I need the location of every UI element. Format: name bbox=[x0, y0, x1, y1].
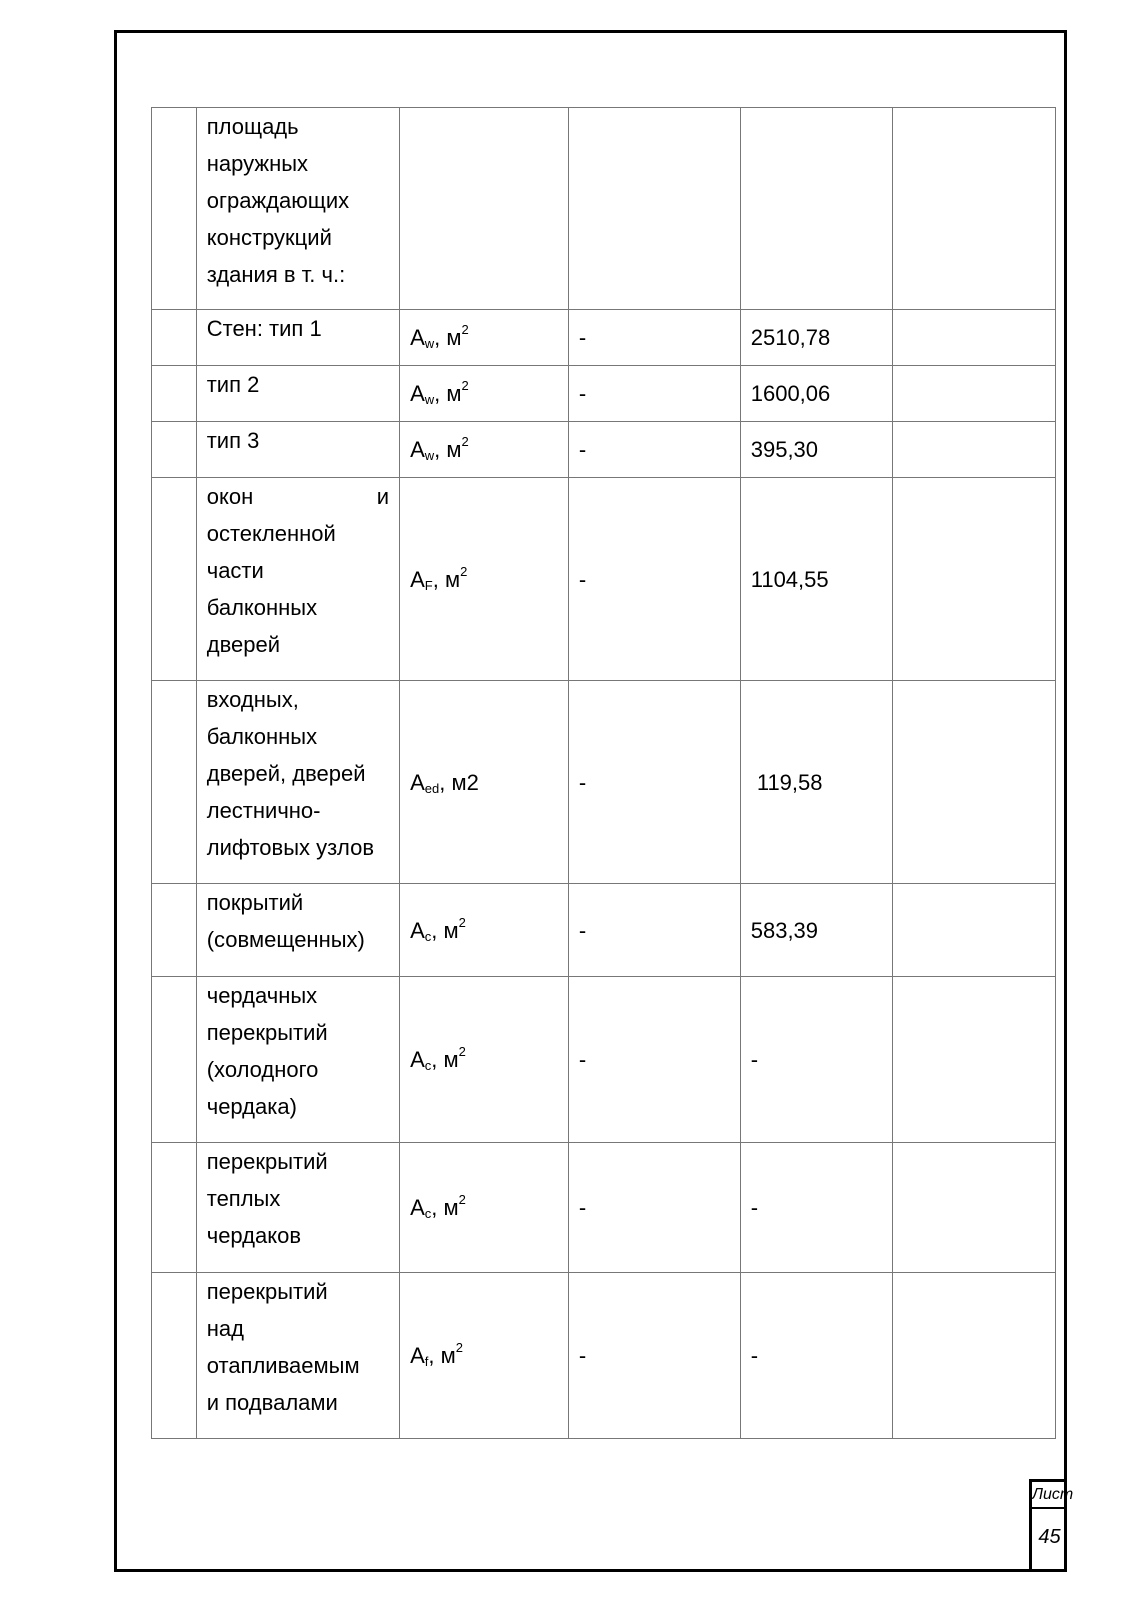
parameter-cell bbox=[196, 422, 399, 478]
symbol-letter: A bbox=[410, 1343, 425, 1368]
empty-cell bbox=[893, 310, 1056, 366]
symbol-letter: A bbox=[410, 1195, 425, 1220]
actual-value: - bbox=[750, 1343, 759, 1368]
index-cell bbox=[152, 977, 197, 1143]
parameter-line: ограждающих bbox=[206, 188, 350, 213]
parameter-line: Стен: тип 1 bbox=[206, 316, 322, 341]
parameter-line: лифтовых узлов bbox=[206, 835, 375, 860]
unit-text: , м bbox=[428, 1343, 456, 1368]
norm-cell bbox=[568, 422, 740, 478]
symbol-cell bbox=[400, 1143, 569, 1273]
index-cell bbox=[152, 478, 197, 681]
parameter-line: тип 3 bbox=[206, 428, 260, 453]
empty-cell bbox=[893, 1143, 1056, 1273]
unit-superscript: 2 bbox=[460, 563, 468, 579]
parameter-line: отапливаемым bbox=[206, 1353, 360, 1378]
parameter-cell bbox=[196, 681, 399, 884]
norm-value: - bbox=[578, 566, 587, 592]
value-cell bbox=[740, 884, 893, 977]
symbol-subscript: ed bbox=[424, 780, 440, 796]
symbol-letter: A bbox=[410, 381, 425, 406]
unit-superscript: 2 bbox=[458, 1044, 466, 1059]
parameter-line: площадь bbox=[206, 114, 299, 139]
symbol-subscript: f bbox=[424, 1354, 429, 1369]
symbol-subscript: c bbox=[424, 1058, 432, 1073]
empty-cell bbox=[893, 681, 1056, 884]
table-row bbox=[152, 884, 1056, 977]
unit-text: , м bbox=[431, 1195, 459, 1220]
empty-cell bbox=[893, 977, 1056, 1143]
actual-value: 1600,06 bbox=[750, 381, 831, 406]
norm-value: - bbox=[578, 917, 587, 943]
symbol-cell bbox=[400, 681, 569, 884]
actual-value: 395,30 bbox=[750, 437, 819, 462]
table-row bbox=[152, 366, 1056, 422]
value-cell bbox=[740, 422, 893, 478]
symbol-subscript: F bbox=[424, 577, 433, 593]
specification-table bbox=[151, 107, 1056, 1439]
unit-text: , м2 bbox=[439, 769, 479, 795]
empty-cell bbox=[893, 1273, 1056, 1439]
parameter-cell bbox=[196, 310, 399, 366]
norm-value: - bbox=[578, 769, 587, 795]
empty-cell bbox=[893, 478, 1056, 681]
symbol-letter: A bbox=[410, 566, 425, 592]
symbol-letter: A bbox=[410, 769, 425, 795]
parameter-line: окон и bbox=[206, 484, 390, 509]
empty-cell bbox=[893, 884, 1056, 977]
norm-cell bbox=[568, 366, 740, 422]
parameter-line: чердаков bbox=[206, 1223, 302, 1248]
unit-text: , м bbox=[432, 566, 461, 592]
table-row bbox=[152, 310, 1056, 366]
symbol-subscript: c bbox=[424, 928, 432, 944]
parameter-cell bbox=[196, 1273, 399, 1439]
parameter-line: чердака) bbox=[206, 1094, 297, 1119]
actual-value: - bbox=[750, 1195, 759, 1220]
index-cell bbox=[152, 884, 197, 977]
symbol-letter: A bbox=[410, 325, 425, 350]
parameter-line: над bbox=[206, 1316, 244, 1341]
symbol-subscript: w bbox=[424, 336, 435, 351]
parameter-line: остекленной bbox=[206, 521, 336, 546]
empty-cell bbox=[893, 366, 1056, 422]
norm-value: - bbox=[578, 381, 587, 406]
parameter-line: перекрытий bbox=[206, 1149, 328, 1174]
unit-text: , м bbox=[434, 325, 462, 350]
parameter-line: балконных bbox=[206, 724, 318, 749]
value-cell bbox=[740, 108, 893, 310]
index-cell bbox=[152, 108, 197, 310]
symbol-cell bbox=[400, 422, 569, 478]
value-cell bbox=[740, 310, 893, 366]
table-row bbox=[152, 681, 1056, 884]
symbol-letter: A bbox=[410, 1047, 425, 1072]
unit-superscript: 2 bbox=[458, 914, 466, 930]
parameter-line: балконных bbox=[206, 595, 318, 620]
value-cell bbox=[740, 366, 893, 422]
symbol-subscript: w bbox=[424, 448, 435, 463]
unit-text: , м bbox=[434, 437, 462, 462]
value-cell bbox=[740, 977, 893, 1143]
norm-cell bbox=[568, 884, 740, 977]
symbol-letter: A bbox=[410, 437, 425, 462]
norm-value: - bbox=[578, 437, 587, 462]
symbol-cell bbox=[400, 366, 569, 422]
parameter-line: перекрытий bbox=[206, 1020, 328, 1045]
norm-cell bbox=[568, 108, 740, 310]
parameter-line: здания в т. ч.: bbox=[206, 262, 346, 287]
actual-value: 119,58 bbox=[750, 769, 823, 795]
sheet-number: 45 bbox=[1038, 1526, 1061, 1548]
index-cell bbox=[152, 366, 197, 422]
value-cell bbox=[740, 681, 893, 884]
table-row bbox=[152, 977, 1056, 1143]
unit-superscript: 2 bbox=[455, 1340, 463, 1355]
norm-value: - bbox=[578, 1343, 587, 1368]
unit-text: , м bbox=[431, 917, 459, 943]
unit-superscript: 2 bbox=[461, 322, 469, 337]
sheet-stamp bbox=[1029, 1479, 1074, 1572]
symbol-cell bbox=[400, 884, 569, 977]
symbol-cell bbox=[400, 1273, 569, 1439]
parameter-line: лестнично- bbox=[206, 798, 321, 823]
actual-value: 2510,78 bbox=[750, 325, 831, 350]
parameter-line: и подвалами bbox=[206, 1390, 338, 1415]
symbol-cell bbox=[400, 977, 569, 1143]
norm-cell bbox=[568, 478, 740, 681]
norm-value: - bbox=[578, 1195, 587, 1220]
norm-cell bbox=[568, 977, 740, 1143]
symbol-cell bbox=[400, 478, 569, 681]
parameter-cell bbox=[196, 478, 399, 681]
parameter-line: дверей, дверей bbox=[206, 761, 366, 786]
parameter-line: (совмещенных) bbox=[206, 927, 365, 952]
norm-cell bbox=[568, 1273, 740, 1439]
actual-value: 1104,55 bbox=[750, 566, 829, 592]
norm-value: - bbox=[578, 1047, 587, 1072]
index-cell bbox=[152, 422, 197, 478]
index-cell bbox=[152, 681, 197, 884]
norm-cell bbox=[568, 1143, 740, 1273]
table-row bbox=[152, 108, 1056, 310]
unit-superscript: 2 bbox=[458, 1192, 466, 1207]
parameter-line: теплых bbox=[206, 1186, 281, 1211]
symbol-letter: A bbox=[410, 917, 425, 943]
symbol-cell bbox=[400, 310, 569, 366]
sheet-label: Лист bbox=[1032, 1482, 1067, 1509]
actual-value: - bbox=[750, 1047, 759, 1072]
table-body bbox=[152, 108, 1056, 1439]
norm-cell bbox=[568, 681, 740, 884]
unit-superscript: 2 bbox=[461, 378, 469, 393]
parameter-cell bbox=[196, 366, 399, 422]
parameter-line: чердачных bbox=[206, 983, 318, 1008]
table-row bbox=[152, 1273, 1056, 1439]
index-cell bbox=[152, 310, 197, 366]
value-cell bbox=[740, 1143, 893, 1273]
parameter-line: покрытий bbox=[206, 890, 304, 915]
empty-cell bbox=[893, 422, 1056, 478]
parameter-line: наружных bbox=[206, 151, 309, 176]
parameter-line: входных, bbox=[206, 687, 299, 712]
table-row bbox=[152, 422, 1056, 478]
parameter-cell bbox=[196, 977, 399, 1143]
value-cell bbox=[740, 478, 893, 681]
parameter-line: перекрытий bbox=[206, 1279, 328, 1304]
symbol-subscript: w bbox=[424, 392, 435, 407]
parameter-line: части bbox=[206, 558, 264, 583]
index-cell bbox=[152, 1273, 197, 1439]
parameter-line: тип 2 bbox=[206, 372, 260, 397]
value-cell bbox=[740, 1273, 893, 1439]
unit-superscript: 2 bbox=[461, 434, 469, 449]
unit-text: , м bbox=[431, 1047, 459, 1072]
parameter-line: конструкций bbox=[206, 225, 332, 250]
parameter-cell bbox=[196, 884, 399, 977]
table-row bbox=[152, 1143, 1056, 1273]
parameter-cell bbox=[196, 1143, 399, 1273]
parameter-line: (холодного bbox=[206, 1057, 319, 1082]
actual-value: 583,39 bbox=[750, 917, 819, 943]
unit-text: , м bbox=[434, 381, 462, 406]
parameter-line: дверей bbox=[206, 632, 281, 657]
symbol-subscript: c bbox=[424, 1206, 432, 1221]
index-cell bbox=[152, 1143, 197, 1273]
norm-value: - bbox=[578, 325, 587, 350]
table-row bbox=[152, 478, 1056, 681]
parameter-cell bbox=[196, 108, 399, 310]
norm-cell bbox=[568, 310, 740, 366]
symbol-cell bbox=[400, 108, 569, 310]
empty-cell bbox=[893, 108, 1056, 310]
